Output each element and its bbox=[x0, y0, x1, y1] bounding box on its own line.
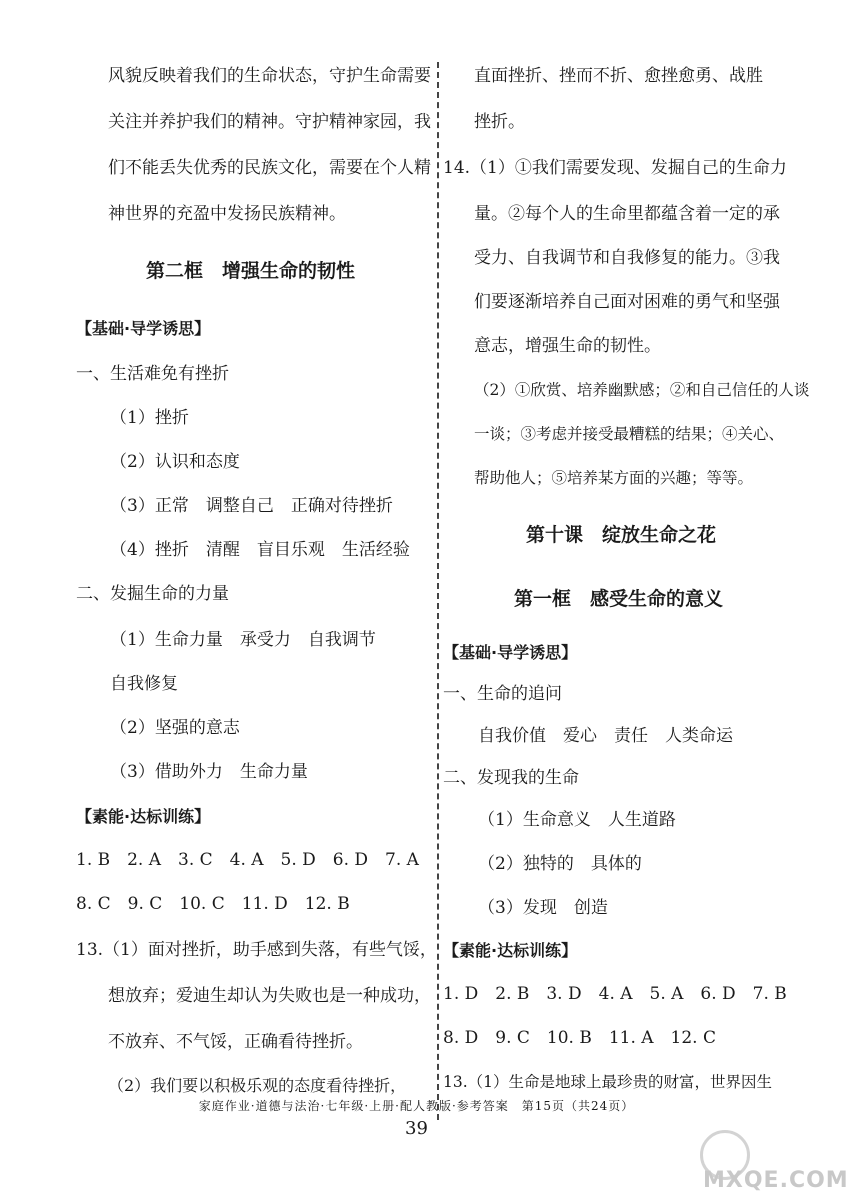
outline-item: （1）生命意义 人生道路 bbox=[478, 810, 676, 830]
right-paragraph-line: （2）①欣赏、培养幽默感；②和自己信任的人谈 bbox=[474, 381, 810, 399]
section-tag: 【素能·达标训练】 bbox=[443, 941, 578, 960]
outline-item: （3）借助外力 生命力量 bbox=[110, 762, 308, 782]
right-paragraph-line: 14.（1）①我们需要发现、发掘自己的生命力 bbox=[443, 158, 787, 178]
page-number: 39 bbox=[405, 1118, 428, 1139]
outline-item: （4）挫折 清醒 盲目乐观 生活经验 bbox=[110, 540, 410, 560]
left-paragraph-line: 神世界的充盈中发扬民族精神。 bbox=[108, 204, 346, 224]
right-paragraph-line: 们要逐渐培养自己面对困难的勇气和坚强 bbox=[474, 292, 780, 312]
section-title: 第二框 增强生命的韧性 bbox=[146, 260, 356, 282]
answer-line: 想放弃；爱迪生却认为失败也是一种成功， bbox=[108, 986, 431, 1006]
outline-item: （1）生命力量 承受力 自我调节 bbox=[110, 630, 376, 650]
section-title: 第一框 感受生命的意义 bbox=[514, 588, 724, 610]
left-paragraph-line: 风貌反映着我们的生命状态，守护生命需要 bbox=[108, 66, 431, 86]
right-paragraph-line: 一谈；③考虑并接受最糟糕的结果；④关心、 bbox=[474, 425, 785, 443]
answer-line: （2）我们要以积极乐观的态度看待挫折， bbox=[108, 1076, 407, 1095]
left-paragraph-line: 们不能丢失优秀的民族文化，需要在个人精 bbox=[108, 158, 431, 178]
left-paragraph-line: 关注并养护我们的精神。守护精神家园，我 bbox=[108, 112, 431, 132]
answer-line: 1. D 2. B 3. D 4. A 5. A 6. D 7. B bbox=[443, 984, 787, 1004]
right-paragraph-line: 挫折。 bbox=[474, 112, 525, 132]
outline-item: 一、生活难免有挫折 bbox=[76, 364, 229, 384]
right-paragraph-line: 量。②每个人的生命里都蕴含着一定的承 bbox=[474, 204, 780, 224]
answer-line: 不放弃、不气馁，正确看待挫折。 bbox=[108, 1032, 363, 1052]
outline-item: （2）认识和态度 bbox=[110, 452, 240, 472]
section-tag: 【素能·达标训练】 bbox=[76, 807, 211, 826]
outline-item: 二、发掘生命的力量 bbox=[76, 584, 229, 604]
outline-item: （1）挫折 bbox=[110, 408, 189, 428]
answer-line: 13.（1）面对挫折，助手感到失落，有些气馁， bbox=[76, 940, 437, 960]
right-paragraph-line: 帮助他人；⑤培养某方面的兴趣；等等。 bbox=[474, 469, 754, 487]
outline-item: 自我价值 爱心 责任 人类命运 bbox=[478, 726, 733, 746]
outline-item: （2）独特的 具体的 bbox=[478, 854, 642, 874]
section-tag: 【基础·导学诱思】 bbox=[76, 319, 211, 338]
answer-line: 8. D 9. C 10. B 11. A 12. C bbox=[443, 1028, 716, 1048]
watermark-text: MXQE.COM bbox=[703, 1168, 849, 1193]
outline-item: 自我修复 bbox=[110, 674, 178, 694]
outline-item: （3）正常 调整自己 正确对待挫折 bbox=[110, 496, 393, 516]
section-tag: 【基础·导学诱思】 bbox=[443, 643, 578, 662]
answer-line: 13.（1）生命是地球上最珍贵的财富，世界因生 bbox=[443, 1073, 773, 1091]
outline-item: （2）坚强的意志 bbox=[110, 718, 240, 738]
outline-item: （3）发现 创造 bbox=[478, 898, 608, 918]
answer-line: 8. C 9. C 10. C 11. D 12. B bbox=[76, 894, 350, 914]
right-paragraph-line: 意志，增强生命的韧性。 bbox=[474, 336, 661, 356]
lesson-title: 第十课 绽放生命之花 bbox=[526, 524, 717, 546]
outline-item: 一、生命的追问 bbox=[443, 684, 562, 704]
right-paragraph-line: 直面挫折、挫而不折、愈挫愈勇、战胜 bbox=[474, 66, 763, 86]
page-footer: 家庭作业·道德与法治·七年级·上册·配人教版·参考答案 第15页（共24页） bbox=[198, 1099, 635, 1113]
answer-line: 1. B 2. A 3. C 4. A 5. D 6. D 7. A bbox=[76, 850, 419, 870]
right-paragraph-line: 受力、自我调节和自我修复的能力。③我 bbox=[474, 248, 780, 268]
column-divider bbox=[437, 62, 439, 1120]
outline-item: 二、发现我的生命 bbox=[443, 768, 579, 788]
